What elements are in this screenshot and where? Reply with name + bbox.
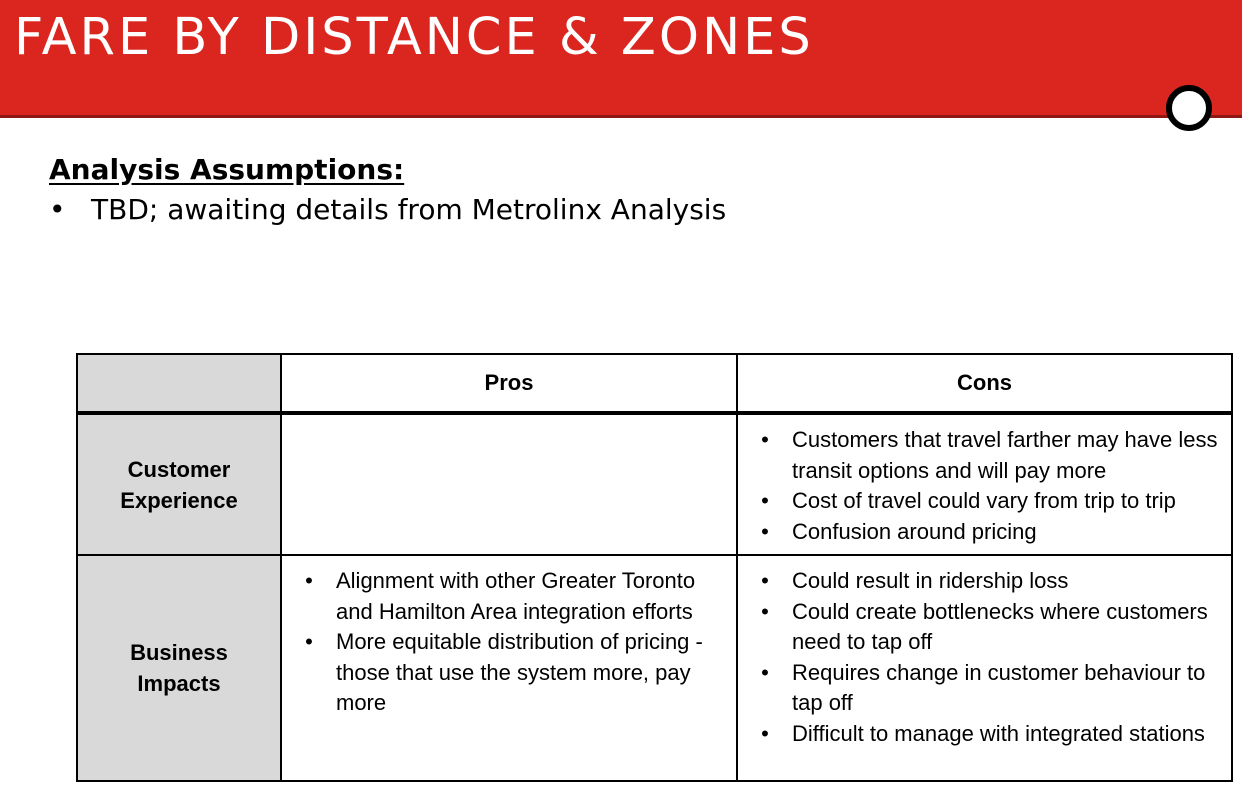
assumption-text: TBD; awaiting details from Metrolinx Analysis: [91, 193, 727, 226]
bullet-icon: •: [761, 598, 769, 624]
row-header-line: Customer: [127, 456, 231, 482]
bullet-icon: •: [761, 518, 769, 544]
row-header-line: Impacts: [137, 671, 221, 696]
ring-icon: [1166, 85, 1212, 131]
bullet-icon: •: [49, 193, 66, 226]
row-header-business-impacts: [77, 555, 281, 781]
list-item: • More equitable distribution of pricing - those that use the system more, pay more: [282, 627, 706, 719]
cons-cell-business-impacts: [737, 555, 1232, 781]
pros-cons-table: [76, 353, 1233, 782]
table-row-business-impacts: [77, 555, 1232, 781]
list-item: • Requires change in customer behaviour to tap off: [738, 658, 1221, 719]
list-item: • Could create bottlenecks where customers need to tap off: [738, 597, 1221, 658]
bullet-icon: •: [761, 720, 769, 746]
cons-cell-customer-experience: [737, 413, 1232, 555]
list-item: • Customers that travel farther may have less transit options and will pay more: [738, 425, 1221, 486]
row-header-line: Experience: [120, 487, 238, 513]
bullet-icon: •: [305, 629, 313, 654]
assumption-item: [49, 193, 726, 233]
assumptions-heading: Analysis Assumptions:: [49, 153, 405, 186]
column-header-pros: Pros: [281, 354, 737, 413]
title-banner: [0, 0, 1242, 118]
corner-cell: [77, 354, 281, 413]
bullet-icon: •: [761, 659, 769, 685]
table-header-row: [77, 354, 1232, 413]
list-item: • Difficult to manage with integrated stations: [738, 719, 1221, 750]
list-item: • Confusion around pricing: [738, 517, 1221, 548]
bullet-icon: •: [305, 568, 313, 593]
list-item: • Could result in ridership loss: [738, 566, 1221, 597]
pros-cell-business-impacts: [281, 555, 737, 781]
table-row-customer-experience: [77, 413, 1232, 555]
list-item: • Cost of travel could vary from trip to trip: [738, 486, 1221, 517]
bullet-icon: •: [761, 568, 769, 593]
slide-title: FARE BY DISTANCE & ZONES: [14, 8, 814, 67]
pros-cell-customer-experience: [281, 413, 737, 555]
row-header-line: Business: [130, 640, 228, 665]
bullet-icon: •: [761, 488, 769, 513]
row-header-customer-experience: [77, 413, 281, 555]
list-item: • Alignment with other Greater Toronto and Hamilton Area integration efforts: [282, 566, 706, 627]
column-header-cons: Cons: [737, 354, 1232, 413]
bullet-icon: •: [761, 427, 769, 452]
